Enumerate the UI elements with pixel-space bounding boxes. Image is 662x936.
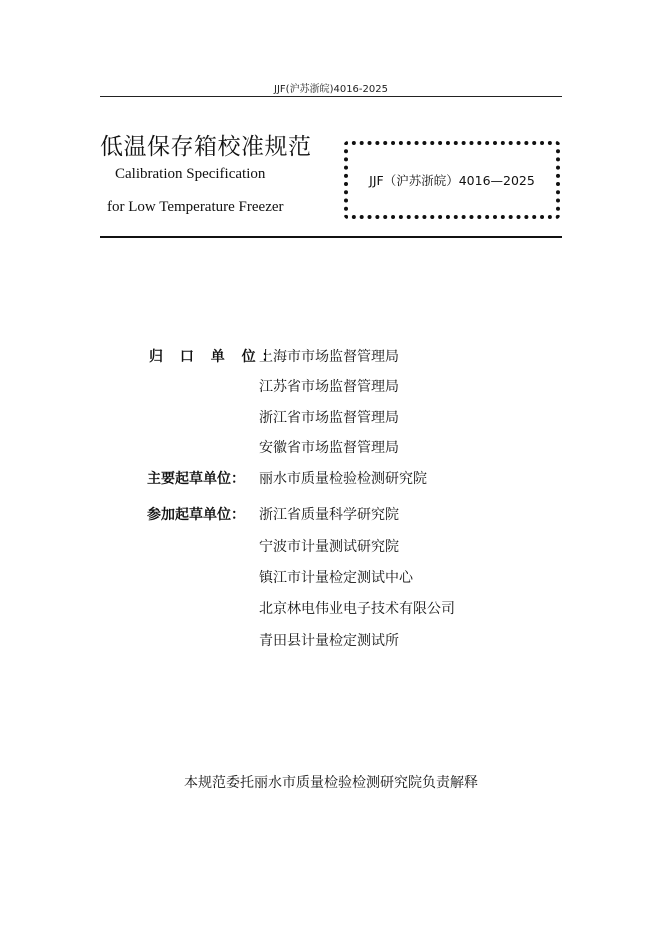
responsible-unit-2: 江苏省市场监督管理局 (259, 379, 399, 395)
document-title-en-line1: Calibration Specification (115, 166, 266, 182)
header-rule (100, 96, 562, 97)
specification-code-box (344, 141, 560, 219)
responsible-unit-3: 浙江省市场监督管理局 (259, 410, 399, 426)
participating-unit-1: 浙江省质量科学研究院 (259, 507, 399, 523)
participating-unit-4: 北京林电伟业电子技术有限公司 (259, 601, 455, 617)
interpretation-note: 本规范委托丽水市质量检验检测研究院负责解释 (184, 775, 478, 791)
responsible-unit-4: 安徽省市场监督管理局 (259, 440, 399, 456)
participating-unit-5: 青田县计量检定测试所 (259, 633, 399, 649)
title-rule (100, 236, 562, 238)
participating-unit-3: 镇江市计量检定测试中心 (259, 570, 413, 586)
responsible-unit-1: 上海市市场监督管理局 (259, 349, 399, 365)
main-drafting-unit: 丽水市质量检验检测研究院 (259, 471, 427, 487)
participating-unit-2: 宁波市计量测试研究院 (259, 539, 399, 555)
document-title-zh: 低温保存箱校准规范 (100, 134, 312, 160)
document-title-en-line2: for Low Temperature Freezer (107, 199, 284, 215)
responsible-unit-label: 归 口 单 位： (149, 349, 282, 365)
participating-label: 参加起草单位： (147, 507, 245, 523)
main-drafting-label: 主要起草单位： (147, 471, 245, 487)
running-header: JJF(沪苏浙皖)4016-2025 (274, 84, 388, 95)
specification-code: JJF（沪苏浙皖）4016—2025 (369, 173, 535, 188)
